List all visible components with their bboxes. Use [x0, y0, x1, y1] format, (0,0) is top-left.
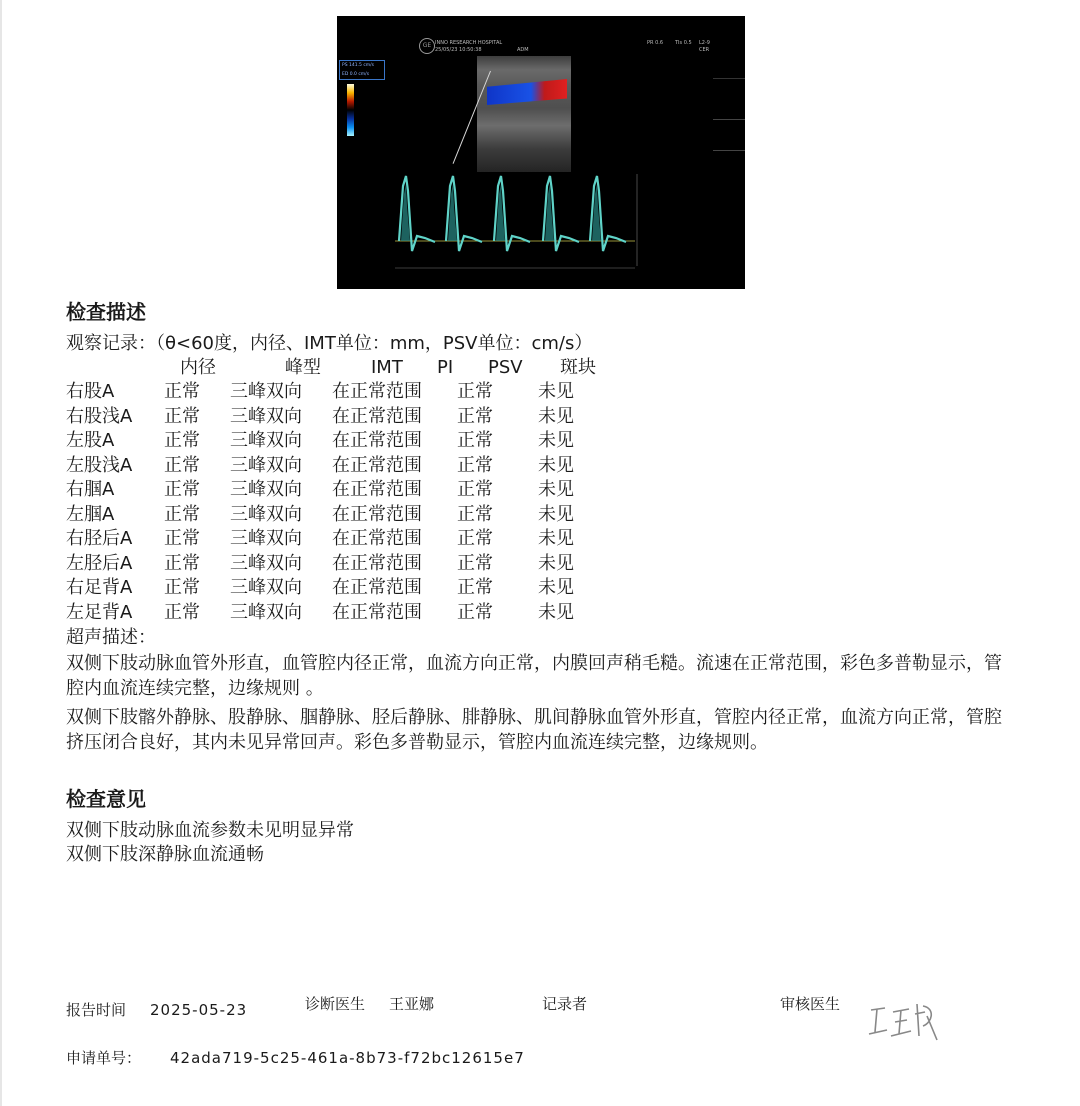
cell-waveform: 三峰双向: [230, 430, 302, 451]
cell-diameter: 正常: [164, 503, 200, 525]
us-desc-paragraph-1: 双侧下肢动脉血管外形直，血管腔内径正常，血流方向正常，内膜回声稍毛糙。流速在正常范围，彩色多普勒显示，管腔内血流连续完整，边缘规则 。: [66, 653, 1002, 699]
us-desc-label: 超声描述：: [66, 627, 156, 648]
ultrasound-header: [337, 16, 745, 58]
cell-plaque: 未见: [538, 405, 574, 427]
cell-psv: 正常: [457, 601, 493, 623]
cell-vessel: 左股浅A: [66, 454, 133, 476]
us-right-panel: [713, 56, 745, 216]
doctor-label: 诊断医生: [305, 995, 366, 1013]
cell-imt: 在正常范围: [332, 528, 422, 549]
cell-imt: 在正常范围: [332, 430, 422, 451]
cell-imt: 在正常范围: [332, 577, 422, 598]
cell-plaque: 未见: [538, 381, 574, 402]
cell-diameter: 正常: [164, 601, 200, 623]
cell-imt: 在正常范围: [332, 405, 422, 427]
cell-psv: 正常: [457, 454, 493, 476]
cell-psv: 正常: [457, 430, 493, 451]
us-ps: PS 141.5 cm/s: [342, 63, 375, 68]
cell-imt: 在正常范围: [332, 479, 422, 500]
cell-diameter: 正常: [164, 528, 200, 549]
cell-psv: 正常: [457, 405, 493, 427]
cell-vessel: 右足背A: [66, 577, 133, 598]
b-mode-image: [477, 56, 571, 172]
cell-diameter: 正常: [164, 552, 200, 574]
reviewer-label: 审核医生: [780, 995, 841, 1013]
cell-vessel: 右腘A: [66, 479, 115, 500]
cell-diameter: 正常: [164, 454, 200, 476]
cell-psv: 正常: [457, 577, 493, 598]
col-header-imt: IMT: [371, 357, 403, 378]
request-label: 申请单号：: [66, 1049, 142, 1067]
cell-psv: 正常: [457, 503, 493, 525]
cell-imt: 在正常范围: [332, 552, 422, 574]
col-header-diameter: 内径: [180, 357, 216, 378]
report-time-label: 报告时间: [66, 1001, 127, 1019]
col-header-pi: PI: [437, 357, 454, 378]
recorder-label: 记录者: [542, 995, 588, 1013]
cell-plaque: 未见: [538, 552, 574, 574]
request-number: 42ada719-5c25-461a-8b73-f72bc12615e7: [170, 1049, 525, 1067]
cell-waveform: 三峰双向: [230, 503, 302, 525]
us-hospital: INNO RESEARCH HOSPITAL: [435, 40, 503, 46]
col-header-psv: PSV: [488, 357, 523, 378]
cell-waveform: 三峰双向: [230, 381, 302, 402]
cell-plaque: 未见: [538, 528, 574, 549]
cell-plaque: 未见: [538, 454, 574, 476]
cell-plaque: 未见: [538, 503, 574, 525]
cell-imt: 在正常范围: [332, 503, 422, 525]
cell-plaque: 未见: [538, 601, 574, 623]
cell-plaque: 未见: [538, 479, 574, 500]
col-header-waveform: 峰型: [285, 357, 321, 378]
cell-diameter: 正常: [164, 479, 200, 500]
us-user: ADM: [517, 47, 529, 53]
us-measurements: [339, 60, 385, 80]
cell-vessel: 右胫后A: [66, 528, 133, 549]
cell-waveform: 三峰双向: [230, 454, 302, 476]
us-preset: CER: [699, 47, 710, 53]
cell-plaque: 未见: [538, 430, 574, 451]
doctor-name: 王亚娜: [389, 995, 435, 1013]
report-time-value: 2025-05-23: [150, 1001, 248, 1019]
ge-logo: GE: [419, 38, 435, 54]
cell-vessel: 右股浅A: [66, 405, 133, 427]
reviewer-signature: [865, 996, 940, 1046]
observation-label: 观察记录：（θ<60度，内径、IMT单位：mm，PSV单位：cm/s）: [66, 333, 593, 354]
us-pr: PR 0.6: [647, 40, 664, 46]
cell-diameter: 正常: [164, 405, 200, 427]
cell-waveform: 三峰双向: [230, 552, 302, 574]
ultrasound-image: [337, 16, 745, 289]
us-desc-paragraph-2: 双侧下肢髂外静脉、股静脉、腘静脉、胫后静脉、腓静脉、肌间静脉血管外形直，管腔内径正常，血流方向正常，管腔挤压闭合良好，其内未见异常回声。彩色多普勒显示，管腔内血流连续完整，边缘规则。: [66, 707, 1002, 753]
section-title-description: 检查描述: [66, 300, 146, 324]
cell-psv: 正常: [457, 479, 493, 500]
opinion-line-2: 双侧下肢深静脉血流通畅: [66, 844, 264, 865]
cell-waveform: 三峰双向: [230, 528, 302, 549]
cell-vessel: 右股A: [66, 381, 115, 402]
us-tis: TIs 0.5: [675, 40, 692, 46]
cell-diameter: 正常: [164, 577, 200, 598]
cell-vessel: 左胫后A: [66, 552, 133, 574]
cell-waveform: 三峰双向: [230, 601, 302, 623]
cell-vessel: 左腘A: [66, 503, 115, 525]
cell-plaque: 未见: [538, 577, 574, 598]
cell-diameter: 正常: [164, 381, 200, 402]
cell-imt: 在正常范围: [332, 381, 422, 402]
us-probe: L2-9: [699, 40, 710, 46]
us-datetime: 25/05/23 10:50:38: [435, 47, 482, 53]
cell-psv: 正常: [457, 528, 493, 549]
cell-waveform: 三峰双向: [230, 577, 302, 598]
cell-vessel: 左股A: [66, 430, 115, 451]
doppler-spectrum: [391, 166, 657, 276]
section-title-opinion: 检查意见: [66, 787, 146, 811]
cell-imt: 在正常范围: [332, 601, 422, 623]
page-edge: [0, 0, 2, 1106]
cell-waveform: 三峰双向: [230, 405, 302, 427]
spectrum-waveforms: [399, 176, 626, 251]
opinion-line-1: 双侧下肢动脉血流参数未见明显异常: [66, 820, 354, 841]
cell-imt: 在正常范围: [332, 454, 422, 476]
col-header-plaque: 斑块: [560, 357, 596, 378]
cell-diameter: 正常: [164, 430, 200, 451]
cell-waveform: 三峰双向: [230, 479, 302, 500]
cell-vessel: 左足背A: [66, 601, 133, 623]
color-scale-bar: [347, 84, 354, 136]
us-ed: ED 0.0 cm/s: [342, 72, 370, 77]
cell-psv: 正常: [457, 381, 493, 402]
cell-psv: 正常: [457, 552, 493, 574]
